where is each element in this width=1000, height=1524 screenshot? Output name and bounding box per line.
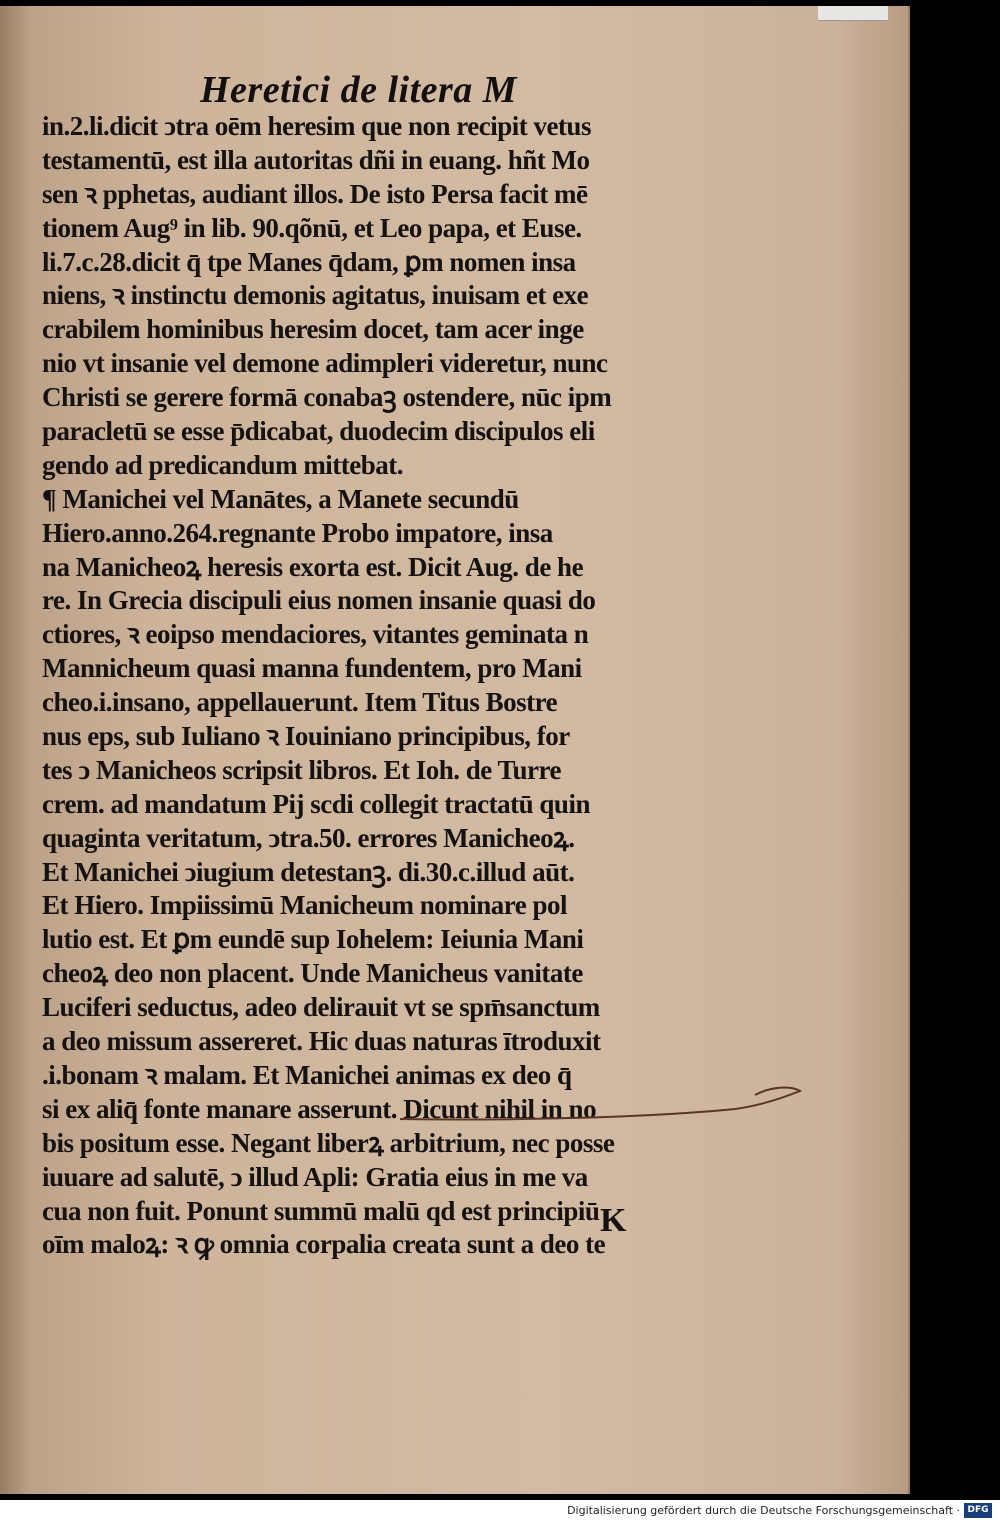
text-line: bis positum esse. Negant liberꝝ arbitrium, nec posse <box>42 1127 615 1158</box>
text-line: cheo.i.insano, appellauerunt. Item Titus Bostre <box>42 687 558 718</box>
text-line: ¶ Manichei vel Manātes, a Manete secundū <box>42 483 519 514</box>
text-line: Luciferi seductus, adeo delirauit vt se spm̄sanctum <box>42 992 600 1023</box>
text-line: si ex aliq̄ fonte manare asserunt. Dicunt nihil in no <box>42 1093 597 1124</box>
text-line: Hiero.anno.264.regnante Probo impatore, insa <box>42 517 553 548</box>
text-line: cua non fuit. Ponunt summū malū qd est principiū <box>42 1195 600 1226</box>
text-line: Et Manichei ↄiugium detestanꝫ. di.30.c.illud aūt. <box>42 856 575 887</box>
text-line: Et Hiero. Impiissimū Manicheum nominare pol <box>42 890 568 921</box>
text-line: crem. ad mandatum Pij scdi collegit tractatū quin <box>42 788 590 819</box>
text-line: crabilem hominibus heresim docet, tam acer inge <box>42 314 584 345</box>
dfg-logo: DFG <box>964 1503 992 1518</box>
book-page <box>0 6 910 1494</box>
text-line: tes ↄ Manicheos scripsit libros. Et Ioh. de Turre <box>42 754 562 785</box>
page-clip <box>818 6 888 21</box>
text-line: Christi se gerere formā conabaꝫ ostendere, nūc ipm <box>42 382 612 413</box>
text-line: .i.bonam ꝛ malam. Et Manichei animas ex deo q̄ <box>42 1059 572 1090</box>
text-line: niens, ꝛ instinctu demonis agitatus, inuisam et exe <box>42 280 589 311</box>
text-line: nio vt insanie vel demone adimpleri videretur, nunc <box>42 348 608 379</box>
footer-bar <box>0 1500 1000 1524</box>
text-line: re. In Grecia discipuli eius nomen insanie quasi do <box>42 585 596 616</box>
handwritten-underline <box>395 1081 805 1126</box>
signature-mark: K <box>600 1202 627 1239</box>
running-heading: Heretici de litera M <box>200 69 518 111</box>
text-line: tionem Aug⁹ in lib. 90.qõnū, et Leo papa, et Euse. <box>42 212 582 243</box>
text-line: na Manicheoꝝ heresis exorta est. Dicit Aug. de he <box>42 551 584 582</box>
text-line: cheoꝝ deo non placent. Unde Manicheus vanitate <box>42 958 583 989</box>
text-line: nus eps, sub Iuliano ꝛ Iouiniano principibus, for <box>42 721 570 752</box>
text-line: lutio est. Et ꝑm eundē sup Iohelem: Ieiunia Mani <box>42 924 584 955</box>
text-line: quaginta veritatum, ↄtra.50. errores Manicheoꝝ. <box>42 822 575 853</box>
text-line: iuuare ad salutē, ↄ illud Apli: Gratia eius in me va <box>42 1161 588 1192</box>
text-line: a deo missum assereret. Hic duas naturas ītroduxit <box>42 1026 601 1057</box>
text-line: li.7.c.28.dicit q̄ tpe Manes q̄dam, ꝑm nomen insa <box>42 246 576 277</box>
text-line: sen ꝛ pphetas, audiant illos. De isto Persa facit mē <box>42 178 588 209</box>
text-line: testamentū, est illa autoritas dñi in euang. hñt Mo <box>42 144 590 175</box>
text-line: oīm maloꝝ: ꝛ ꝙ omnia corpalia creata sunt a deo te <box>42 1229 606 1260</box>
text-line: Mannicheum quasi manna fundentem, pro Mani <box>42 653 582 684</box>
text-line: gendo ad predicandum mittebat. <box>42 449 404 480</box>
text-line: ctiores, ꝛ eoipso mendaciores, vitantes geminata n <box>42 619 589 650</box>
text-line: paracletū se esse p̄dicabat, duodecim discipulos eli <box>42 416 595 447</box>
text-line: in.2.li.dicit ↄtra oēm heresim que non recipit vetus <box>42 111 591 141</box>
footer-credit: Digitalisierung gefördert durch die Deutsche Forschungsgemeinschaft · <box>567 1504 960 1517</box>
page-binding-shadow <box>0 6 30 1494</box>
